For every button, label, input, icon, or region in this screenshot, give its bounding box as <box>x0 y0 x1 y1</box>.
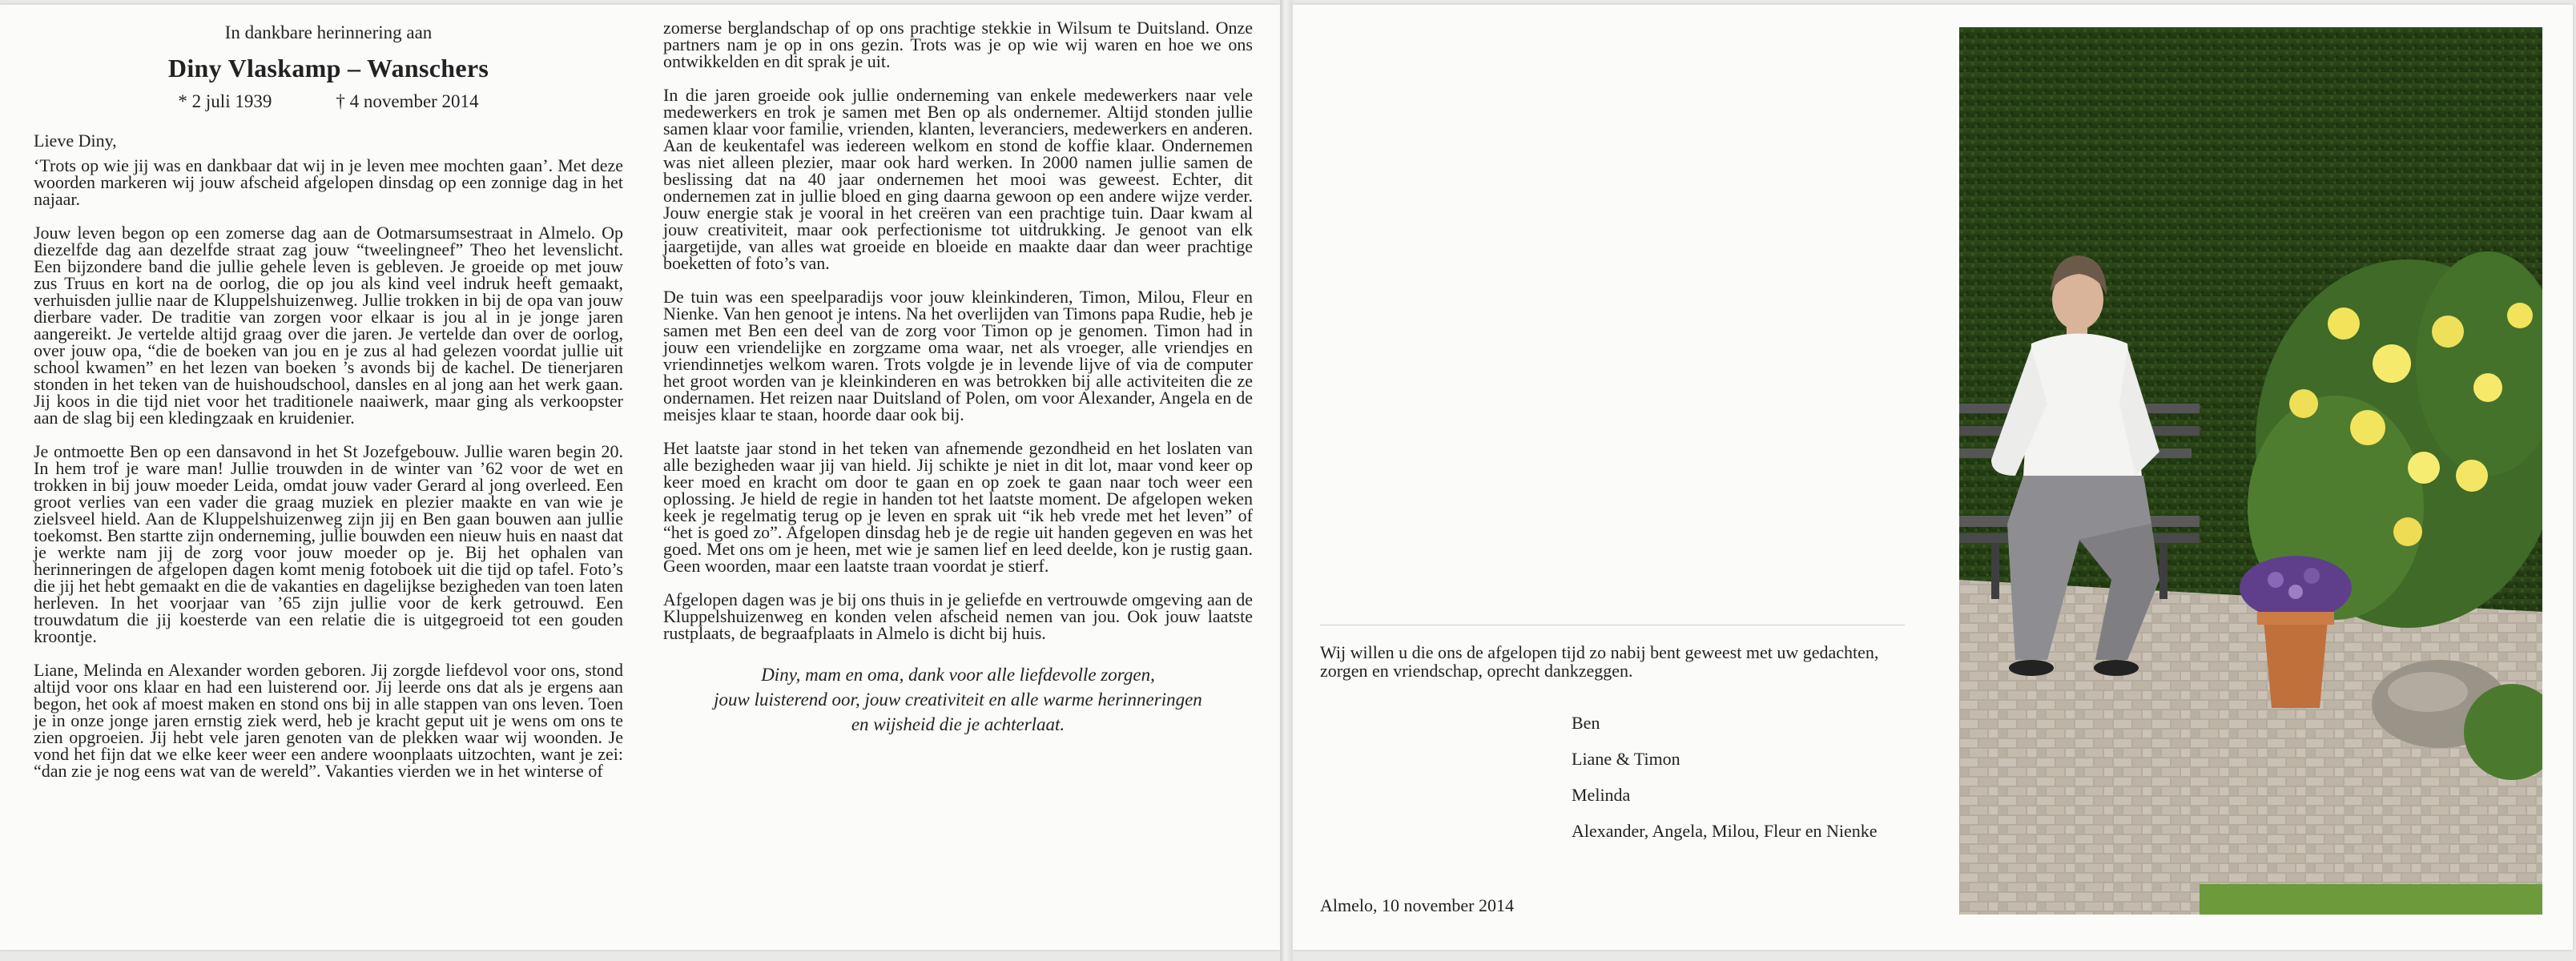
deceased-name: Diny Vlaskamp – Wanschers <box>167 54 489 82</box>
signer: Ben <box>1572 713 1600 733</box>
paragraph: ‘Trots op wie jij was en dankbaar dat wij in je leven mee mochten gaan’. Met deze woorden markeren wij jouw afscheid afgelopen dinsdag op een zonnige dag in het najaar. <box>34 155 623 209</box>
paragraph: Afgelopen dagen was je bij ons thuis in je geliefde en vertrouwde omgeving aan de Kluppelshuizenweg en konden velen afscheid nemen van jou. Ook jouw laatste rustplaats, de begraafplaats in Almelo is dicht bij huis. <box>663 589 1253 643</box>
closing-line: en wijsheid die je achterlaat. <box>851 714 1065 734</box>
closing-line: jouw luisterend oor, jouw creativiteit en alle warme herinneringen <box>714 690 1202 710</box>
salutation: Lieve Diny, <box>34 131 117 151</box>
signer: Alexander, Angela, Milou, Fleur en Nienke <box>1572 821 1878 841</box>
paragraph: zomerse berglandschap of op ons prachtige stekkie in Wilsum te Duitsland. Onze partners nam je op in ons gezin. Trots was je op wie wij waren en hoe we ons ontwikkelden en dit sprak je uit. <box>663 18 1253 71</box>
paragraph: Je ontmoette Ben op een dansavond in het St Jozefgebouw. Jullie waren begin 20. In hem trof je ware man! Jullie trouwden in de winter van ’62 voor de wet en trokken in bij jouw moeder Leida, omdat jouw vader Gerard al jong overleed. Een groot verlies van een vader die graag muziek en plezier maakte en van wie je zielsveel hield. Aan de Kluppelshuizenweg zijn jij en Ben gaan bouwen aan jullie toekomst. Ben startte zijn onderneming, jullie bouwden een nieuw huis en naast dat je werkte nam jij de zorg voor jouw moeder op je. Bij het ophalen van herinneringen de afgelopen dagen komt menig fotoboek uit die tijd op tafel. Foto’s die jij het hebt gemaakt en die de vakanties en dagelijkse bezigheden van toen laten herleven. In het voorjaar van ’65 zijn jullie voor de kerk getrouwd. Een trouwdatum die jij koesterde van een relatie die is uitgegroeid tot een gouden kroontje. <box>34 441 623 646</box>
death-date: † 4 november 2014 <box>336 91 479 111</box>
garden-portrait-icon <box>1959 27 2542 915</box>
closing-verse <box>663 662 1253 737</box>
signers-list <box>1572 713 1878 857</box>
card-fold <box>1280 0 1293 961</box>
signer: Melinda <box>1572 785 1631 805</box>
birth-date: * 2 juli 1939 <box>178 91 272 111</box>
paragraph: Liane, Melinda en Alexander worden geboren. Jij zorgde liefdevol voor ons, stond altijd voor ons klaar en had een luisterend oor. Jij leerde ons dat als je ergens aan begon, het ook af moest maken en stond ons bij in alle stappen van ons leven. Toen je in onze jonge jaren ernstig ziek werd, heb je kracht geput uit je wens om ons te zien opgroeien. Jij hebt vele jaren genoten van de plekken waar wij woonden. Je vond het fijn dat we elke keer weer een andere woonplaats uitzochten, want je zei: “dan zie je nog eens wat van de wereld”. Vakanties vierden we in het winterse of <box>34 660 623 781</box>
paragraph: De tuin was een speelparadijs voor jouw kleinkinderen, Timon, Milou, Fleur en Nienke. Van hen genoot je intens. Na het overlijden van Timons papa Rudie, heb je samen met Ben een deel van de zorg voor Timon op je genomen. Timon had in jouw een vriendelijke en zorgzame oma waar, net als vroeger, alle vriendjes en vriendinnetjes welkom waren. Trots volgde je in levende lijve of via de computer het groot worden van je kleinkinderen en was betrokken bij alle activiteiten die ze ondernamen. Het reizen naar Duitsland of Polen, om voor Alexander, Angela en de meisjes klaar te staan, hoorde daar ook bij. <box>663 287 1253 424</box>
place-date: Almelo, 10 november 2014 <box>1320 895 1514 915</box>
text-column-right <box>663 19 1253 737</box>
thanks-block <box>1320 625 1905 680</box>
paragraph: Het laatste jaar stond in het teken van afnemende gezondheid en het loslaten van alle bezigheden waar jij van hield. Jij schikte je niet in dit lot, maar vond keer op keer moed en kracht om door te gaan en op zoek te gaan naar toch weer een oplossing. Je hield de regie in handen tot het laatste moment. De afgelopen weken keek je regelmatig terug op je leven en sprak uit “ik heb vrede met het leven” of “het is goed zo”. Afgelopen dinsdag heb je de regie uit handen gegeven en was het goed. Met ons om je heen, met wie je samen lief en leed deelde, kon je rustig gaan. Geen woorden, maar een laatste traan voordat je stierf. <box>663 438 1253 576</box>
paragraph: Jouw leven begon op een zomerse dag aan de Ootmarsumsestraat in Almelo. Op diezelfde dag aan dezelfde straat zag jouw “tweelingneef” Theo het levenslicht. Een bijzondere band die jullie gehele leven is gebleven. Je groeide op met jouw zus Truus en kort na de oorlog, die op jou als kind veel indruk heeft gemaakt, verhuisden jullie naar de Kluppelshuizenweg. Jullie trokken in bij de opa van jouw dierbare vader. De traditie van zorgen voor elkaar is jou al in je jonge jaren aangereikt. Je vertelde altijd graag over die jaren. Je vertelde dan over de oorlog, over jouw opa, “die de boeken van jou en je zus al had gelezen voordat jullie uit school kwamen” en het lezen van boeken ’s avonds bij de kachel. De tienerjaren stonden in het teken van de huishoudschool, dansles en al jong aan het werk gaan. Jij koos in die tijd niet voor het traditionele naaiwerk, maar ging als verkoopster aan de slag bij een kledingzaak en kruidenier. <box>34 223 623 428</box>
intro-line: In dankbare herinnering aan <box>224 22 433 42</box>
text-column-left <box>34 19 623 796</box>
portrait-photo <box>1959 27 2542 915</box>
closing-line: Diny, mam en oma, dank voor alle liefdevolle zorgen, <box>761 665 1155 685</box>
signer: Liane & Timon <box>1572 749 1680 769</box>
paragraph: In die jaren groeide ook jullie onderneming van enkele medewerkers naar vele medewerkers en trok je samen met Ben op als ondernemer. Altijd stonden jullie samen klaar voor familie, vrienden, klanten, leveranciers, medewerkers en anderen. Aan de keukentafel was iedereen welkom en stond de koffie klaar. Ondernemen was niet alleen plezier, maar ook hard werken. In 2000 namen jullie samen de beslissing dat na 40 jaar ondernemen het mooi was geweest. Echter, dit ondernemen zat in jullie bloed en ging daarna gewoon op een andere wijze verder. Jouw energie stak je vooral in het creëren van een prachtige tuin. Daar kwam al jouw creativiteit, maar ook perfectionisme tot uitdrukking. Je genoot van elk jaargetijde, van alles wat groeide en bloeide en maakte daar dan weer prachtige boeketten of foto’s van. <box>663 85 1253 273</box>
thanks-text: Wij willen u die ons de afgelopen tijd zo nabij bent geweest met uw gedachten, zorgen en vriendschap, oprecht dankzeggen. <box>1320 642 1879 681</box>
life-dates <box>34 93 623 110</box>
